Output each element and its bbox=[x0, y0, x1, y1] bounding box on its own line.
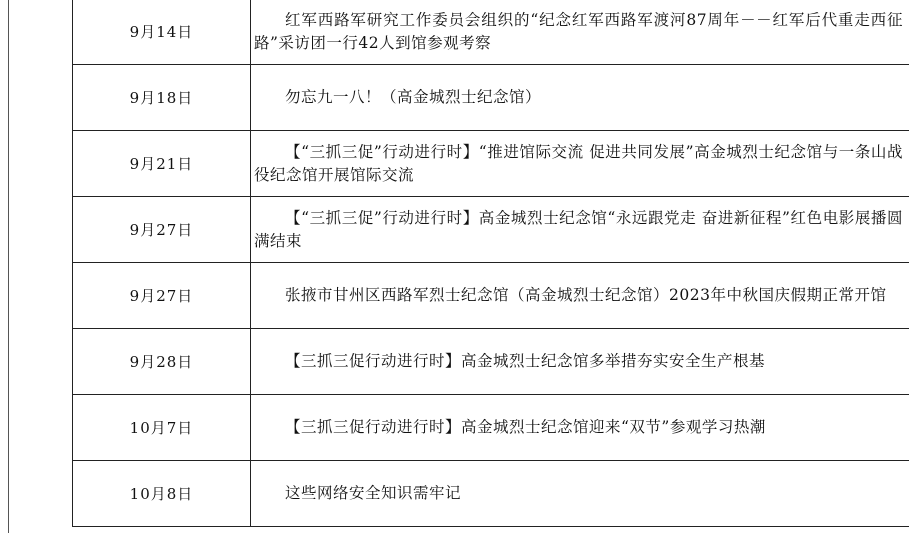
table-row bbox=[73, 329, 909, 395]
date-cell: 9月27日 bbox=[73, 263, 251, 329]
date-cell: 9月28日 bbox=[73, 329, 251, 395]
date-cell: 9月14日 bbox=[73, 0, 251, 65]
table-row bbox=[73, 65, 909, 131]
table-row bbox=[73, 263, 909, 329]
table-row bbox=[73, 0, 909, 65]
title-cell: 【三抓三促行动进行时】高金城烈士纪念馆迎来“双节”参观学习热潮 bbox=[251, 395, 909, 461]
title-cell: 勿忘九一八！（高金城烈士纪念馆） bbox=[251, 65, 909, 131]
records-table bbox=[72, 0, 909, 527]
page-margin-line bbox=[8, 0, 9, 533]
date-cell: 9月21日 bbox=[73, 131, 251, 197]
date-cell: 9月27日 bbox=[73, 197, 251, 263]
date-cell: 10月7日 bbox=[73, 395, 251, 461]
table-row bbox=[73, 395, 909, 461]
date-cell: 9月18日 bbox=[73, 65, 251, 131]
table-row bbox=[73, 461, 909, 527]
title-cell: 【三抓三促行动进行时】高金城烈士纪念馆多举措夯实安全生产根基 bbox=[251, 329, 909, 395]
title-cell: 这些网络安全知识需牢记 bbox=[251, 461, 909, 527]
title-cell: 张掖市甘州区西路军烈士纪念馆（高金城烈士纪念馆）2023年中秋国庆假期正常开馆 bbox=[251, 263, 909, 329]
date-cell: 10月8日 bbox=[73, 461, 251, 527]
title-cell: 【“三抓三促”行动进行时】高金城烈士纪念馆“永远跟党走 奋进新征程”红色电影展播圆满结束 bbox=[251, 197, 909, 263]
table-row bbox=[73, 197, 909, 263]
title-cell: 【“三抓三促”行动进行时】“推进馆际交流 促进共同发展”高金城烈士纪念馆与一条山战役纪念馆开展馆际交流 bbox=[251, 131, 909, 197]
table-row bbox=[73, 131, 909, 197]
title-cell: 红军西路军研究工作委员会组织的“纪念红军西路军渡河87周年－－红军后代重走西征路”采访团一行42人到馆参观考察 bbox=[251, 0, 909, 65]
